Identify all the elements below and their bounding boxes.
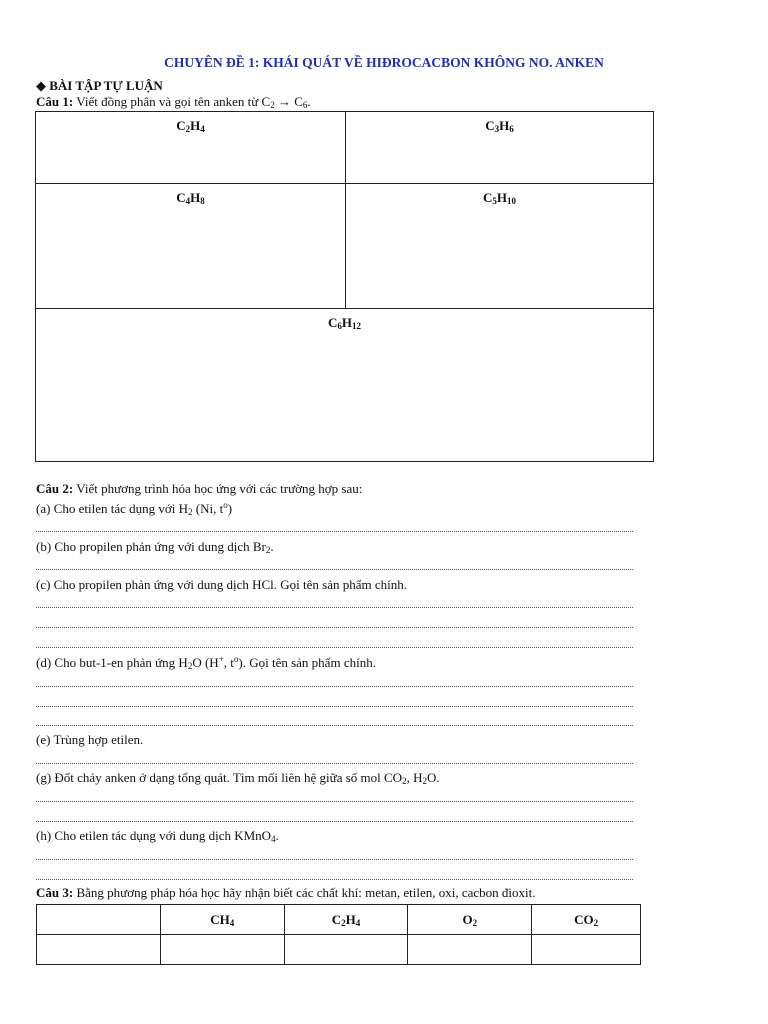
item-e: (e) Trùng hợp etilen. — [36, 732, 144, 747]
table-header-row — [37, 905, 641, 935]
answer-line[interactable] — [36, 531, 633, 532]
question-1-label: Câu 1: — [36, 94, 74, 109]
answer-line[interactable] — [36, 725, 633, 726]
answer-line[interactable] — [36, 879, 633, 880]
table-cell[interactable] — [37, 935, 161, 965]
answer-line[interactable] — [36, 569, 633, 570]
identification-table — [36, 904, 641, 965]
table-header-ch4: $CH_4$ — [160, 905, 284, 935]
answer-line[interactable] — [36, 627, 633, 628]
answer-box-c4h8[interactable] — [35, 183, 346, 309]
question-3 — [36, 885, 536, 901]
table-cell[interactable] — [408, 935, 532, 965]
question-1 — [36, 94, 311, 110]
answer-line[interactable] — [36, 821, 633, 822]
item-a: (a) Cho etilen tác dụng với $H_2$ (Ni, $t^o$) — [36, 500, 233, 517]
question-3-label: Câu 3: — [36, 885, 74, 900]
table-header-o2: $O_2$ — [408, 905, 532, 935]
question-2-label: Câu 2: — [36, 481, 74, 496]
section-heading: ◆ BÀI TẬP TỰ LUẬN — [36, 78, 163, 93]
item-c: (c) Cho propilen phản ứng với dung dịch HCl. Gọi tên sản phẩm chính. — [36, 577, 408, 592]
question-2 — [36, 481, 362, 497]
formula-label: $C_4H_8$ — [176, 190, 205, 206]
answer-line[interactable] — [36, 859, 633, 860]
answer-line[interactable] — [36, 801, 633, 802]
answer-box-c6h12[interactable] — [35, 308, 654, 462]
item-b: (b) Cho propilen phản ứng với dung dịch $Br_2$. — [36, 539, 274, 555]
formula-label: $C_3H_6$ — [485, 118, 514, 134]
answer-box-c5h10[interactable] — [345, 183, 654, 309]
question-2-text: Viết phương trình hóa học ứng với các trường hợp sau: — [76, 481, 363, 496]
answer-line[interactable] — [36, 706, 633, 707]
answer-line[interactable] — [36, 647, 633, 648]
answer-box-c2h4[interactable] — [35, 111, 346, 184]
table-cell[interactable] — [284, 935, 408, 965]
table-header-empty — [37, 905, 161, 935]
table-cell[interactable] — [160, 935, 284, 965]
page-title: CHUYÊN ĐỀ 1: KHÁI QUÁT VỀ HIĐROCACBON KHÔNG NO. ANKEN — [164, 55, 604, 70]
formula-label: $C_6H_{12}$ — [327, 315, 361, 331]
item-d: (d) Cho but-1-en phản ứng $H_2O$ (H+, $t^o$). Gọi tên sản phẩm chính. — [36, 654, 376, 671]
answer-line[interactable] — [36, 607, 633, 608]
answer-box-c3h6[interactable] — [345, 111, 654, 184]
table-cell[interactable] — [532, 935, 641, 965]
formula-label: $C_2H_4$ — [176, 118, 205, 134]
table-header-c2h4: $C_2H_4$ — [284, 905, 408, 935]
question-1-text: Viết đồng phân và gọi tên anken từ $C_2 \to C_6$. — [76, 94, 311, 110]
item-h: (h) Cho etilen tác dụng với dung dịch KMnO$_4$. — [36, 828, 279, 844]
answer-line[interactable] — [36, 686, 633, 687]
formula-label: $C_5H_{10}$ — [482, 190, 516, 206]
table-header-co2: $CO_2$ — [532, 905, 641, 935]
answer-line[interactable] — [36, 763, 633, 764]
table-row — [37, 935, 641, 965]
question-3-text: Bằng phương pháp hóa học hãy nhận biết các chất khí: metan, etilen, oxi, cacbon đioxit. — [76, 885, 536, 900]
item-g: (g) Đốt cháy anken ở dạng tổng quát. Tìm mối liên hệ giữa số mol $CO_2$, $H_2O$. — [36, 770, 440, 786]
